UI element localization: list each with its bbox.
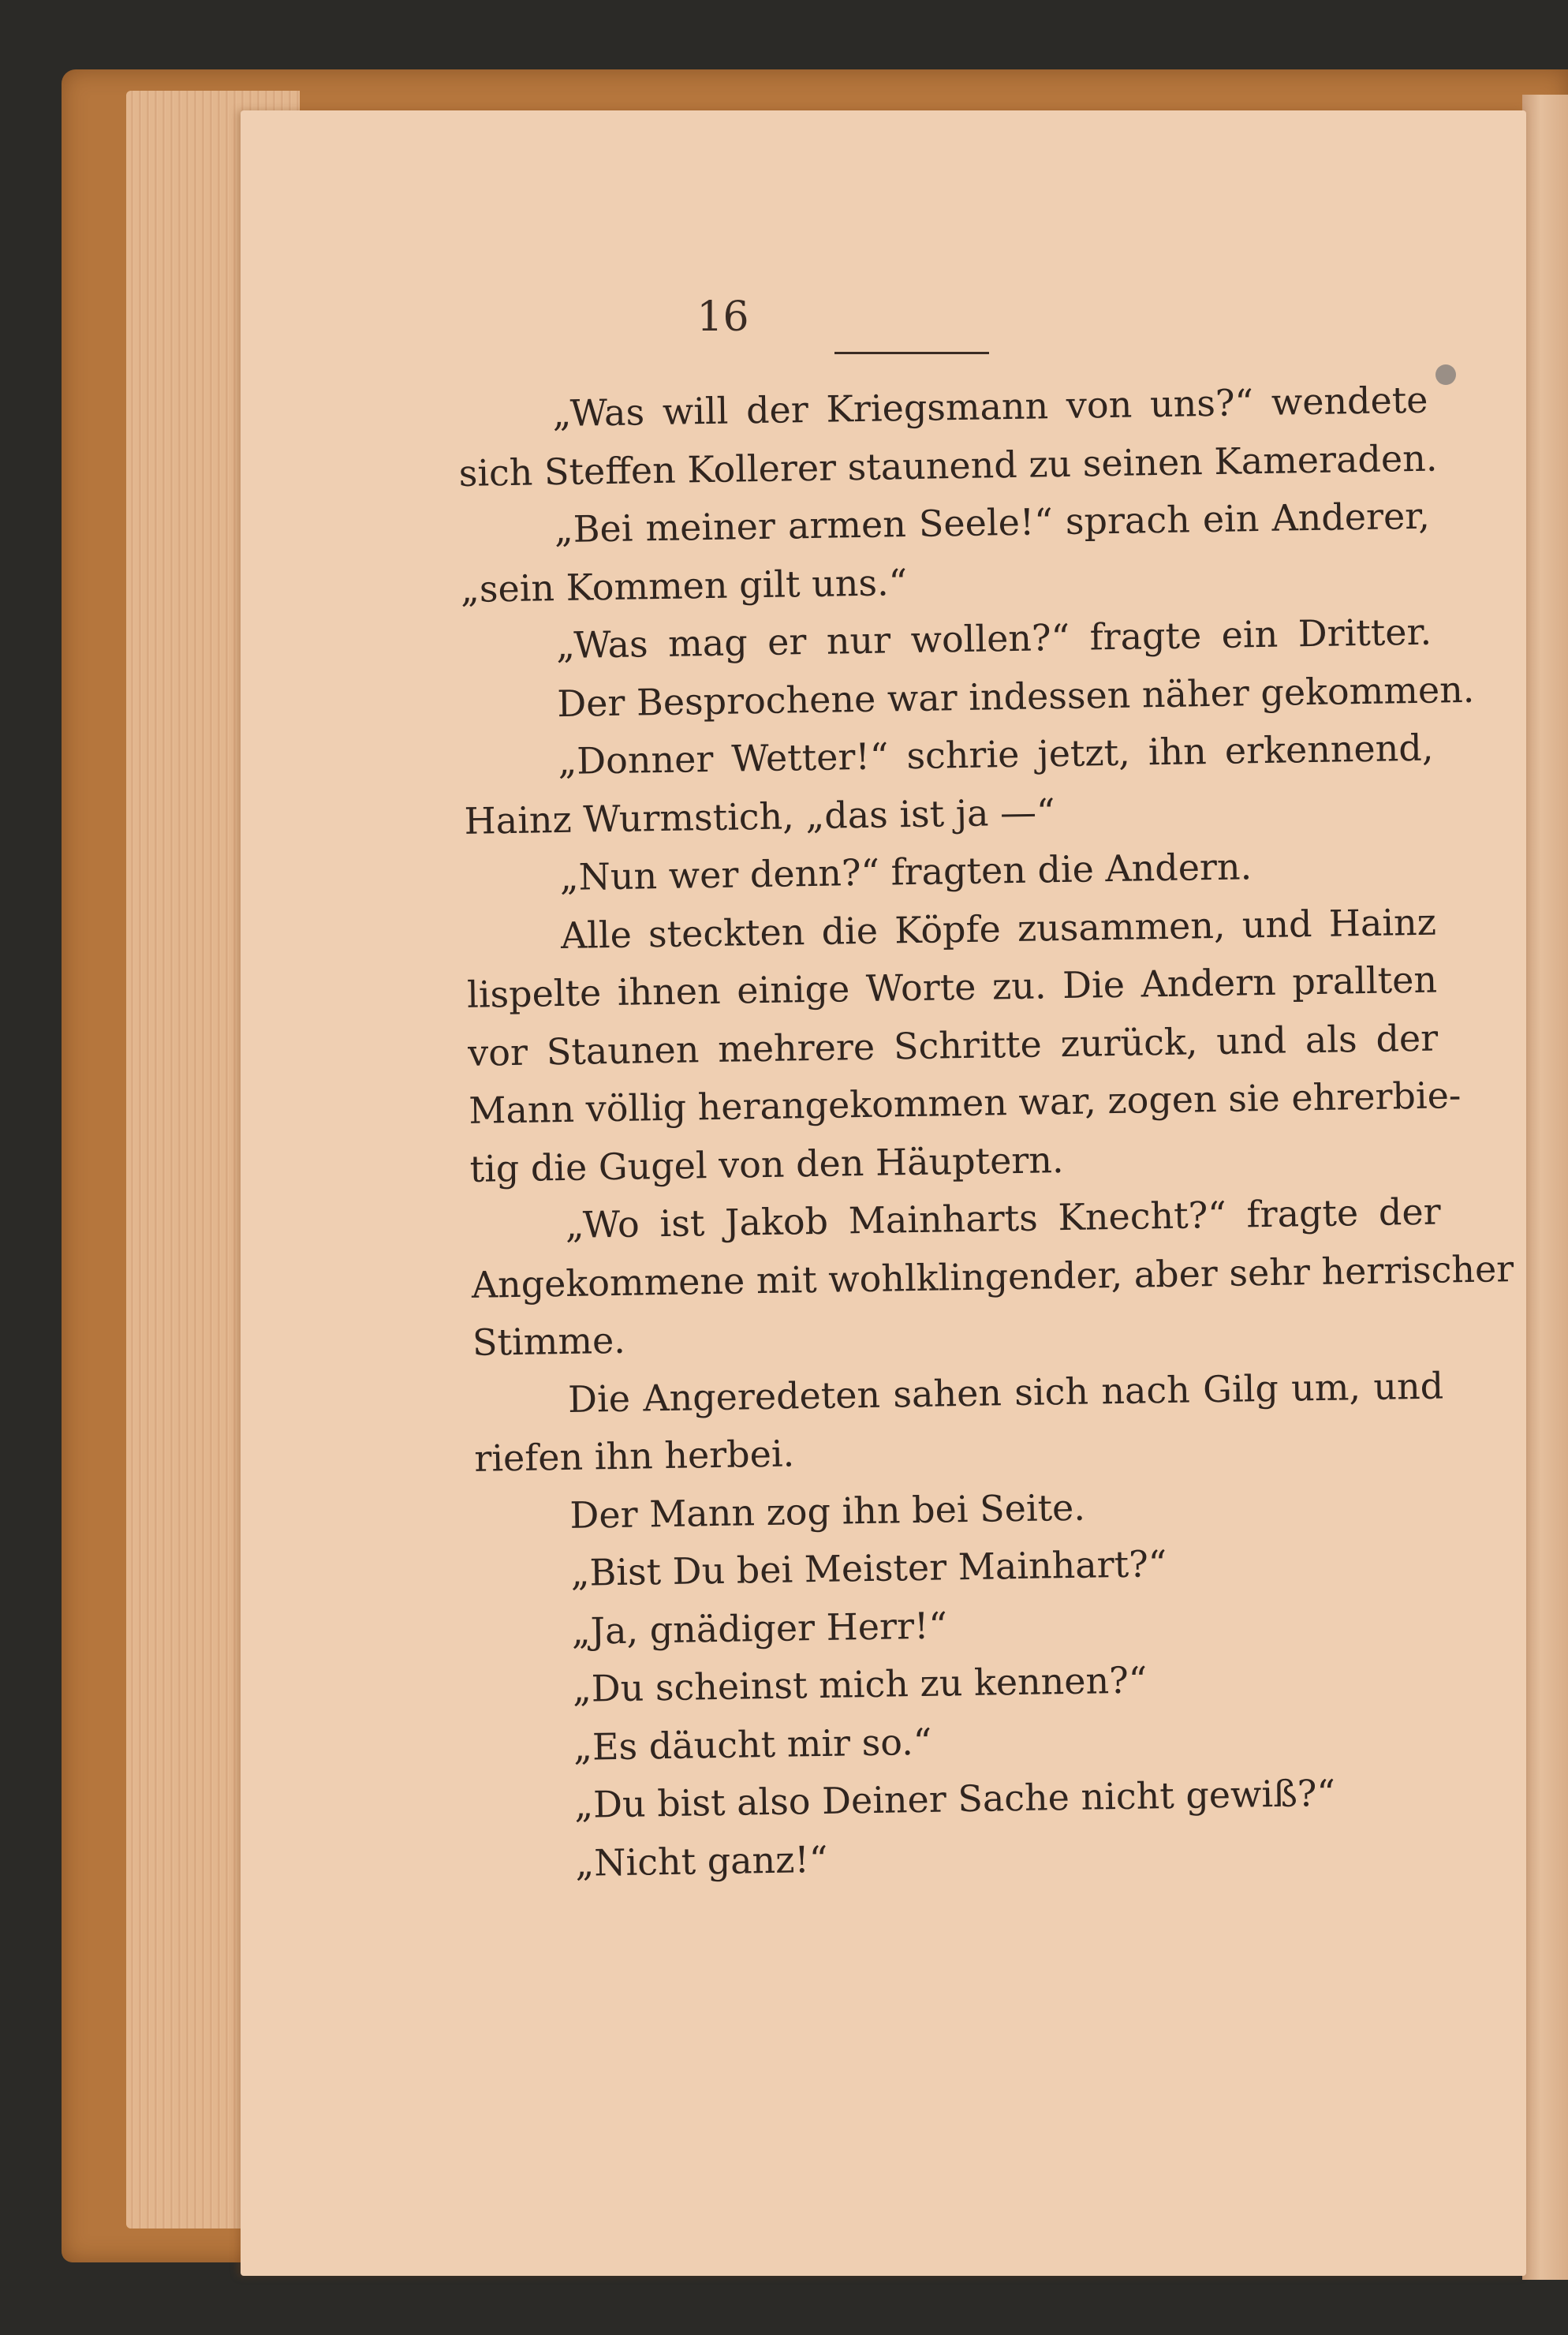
page-text	[457, 372, 1514, 1894]
text-line: sich Steffen Kollerer staunend zu seinen Kameraden.	[458, 436, 1438, 495]
page-number-rule	[834, 352, 989, 354]
text-line: „Du scheinst mich zu kennen?“	[572, 1658, 1148, 1710]
text-line: „Donner Wetter!“ schrie jetzt, ihn erkennend,	[558, 726, 1434, 783]
text-line: Angekommene mit wohlklingender, aber sehr herrischer	[471, 1246, 1514, 1306]
text-line: Stimme.	[472, 1318, 626, 1364]
text-line: riefen ihn herbei.	[473, 1432, 795, 1480]
text-line: Alle steckten die Köpfe zusammen, und Hainz	[560, 900, 1437, 957]
page-number: 16	[696, 293, 749, 341]
text-line: Der Besprochene war indessen näher gekommen.	[556, 667, 1475, 725]
text-line: „Nicht ganz!“	[574, 1837, 828, 1885]
text-line: „Wo ist Jakob Mainharts Knecht?“ fragte der	[565, 1190, 1442, 1246]
text-line: „Bei meiner armen Seele!“ sprach ein Anderer,	[554, 494, 1431, 551]
text-line: „Was mag er nur wollen?“ fragte ein Dritter.	[555, 610, 1432, 667]
text-line: „Ja, gnädiger Herr!“	[571, 1603, 948, 1653]
text-line: vor Staunen mehrere Schritte zurück, und als der	[467, 1016, 1439, 1074]
text-line: Die Angeredeten sahen sich nach Gilg um, und	[567, 1364, 1444, 1421]
text-line: „Es däucht mir so.“	[573, 1720, 932, 1769]
text-line: tig die Gugel von den Häuptern.	[469, 1138, 1064, 1190]
text-line: „Was will der Kriegsmann von uns?“ wendete	[552, 378, 1428, 435]
text-line: „Bist Du bei Meister Mainhart?“	[570, 1542, 1167, 1594]
text-line: Der Mann zog ihn bei Seite.	[569, 1485, 1086, 1537]
text-line: Mann völlig herangekommen war, zogen sie ehrerbie-	[468, 1074, 1462, 1132]
paper-stain	[1435, 364, 1456, 385]
text-line: „Du bist also Deiner Sache nicht gewiß?“	[573, 1771, 1336, 1826]
book-gutter	[1522, 95, 1568, 2280]
text-line: „sein Kommen gilt uns.“	[460, 560, 908, 611]
text-line: „Nun wer denn?“ fragten die Andern.	[559, 845, 1253, 899]
text-line: lispelte ihnen einige Worte zu. Die Andern prallten	[466, 958, 1438, 1016]
text-line: Hainz Wurmstich, „das ist ja —“	[464, 790, 1055, 842]
